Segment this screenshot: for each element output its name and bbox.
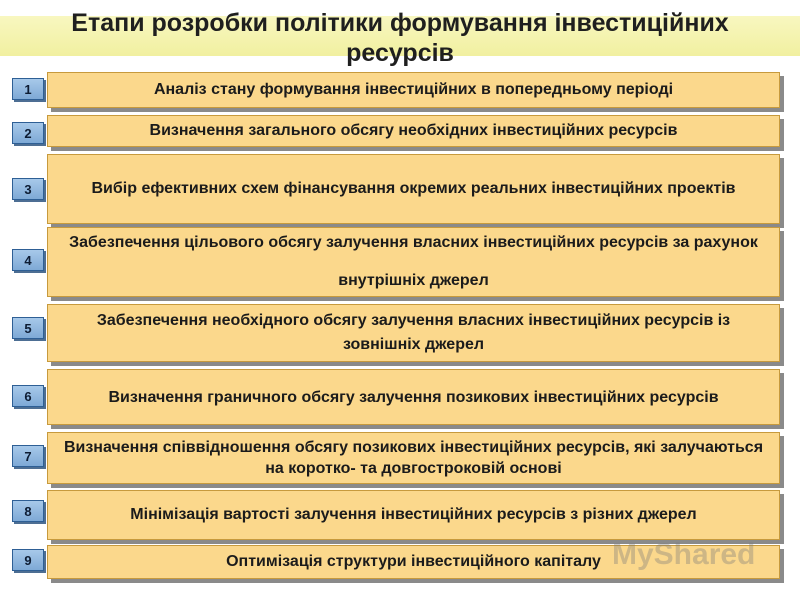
step-box-9 <box>47 545 780 579</box>
step-number-3: 3 <box>12 178 44 200</box>
step-text-7: Визначення співвідношення обсягу позикових інвестиційних ресурсів, які залучаються на коротко- та довгостроковій основі <box>63 439 764 477</box>
step-text-5: Забезпечення необхідного обсягу залучення власних інвестиційних ресурсів із зовнішніх джерел <box>96 312 731 353</box>
step-number-1: 1 <box>12 78 44 100</box>
step-text-6: Визначення граничного обсягу залучення позикових інвестиційних ресурсів <box>108 388 719 406</box>
step-box-3 <box>47 154 780 224</box>
step-number-9: 9 <box>12 549 44 571</box>
step-text-2: Визначення загального обсягу необхідних інвестиційних ресурсів <box>149 122 678 139</box>
step-box-7 <box>47 432 780 484</box>
step-text-1: Аналіз стану формування інвестиційних в попередньому періоді <box>153 81 674 98</box>
step-number-2: 2 <box>12 122 44 144</box>
step-number-6: 6 <box>12 385 44 407</box>
step-text-8: Мінімізація вартості залучення інвестиційних ресурсів з різних джерел <box>130 506 697 523</box>
step-text-4: Забезпечення цільового обсягу залучення власних інвестиційних ресурсів за рахунок внутрішніх джерел <box>69 234 758 289</box>
watermark: MyShared <box>612 538 756 571</box>
step-box-1 <box>47 72 780 108</box>
step-box-5 <box>47 304 780 362</box>
step-box-4 <box>47 227 780 297</box>
diagram-title: Етапи розробки політики формування інвестиційних ресурсів <box>71 9 729 67</box>
step-box-8 <box>47 490 780 540</box>
step-text-9: Оптимізація структури інвестиційного капіталу <box>226 553 601 570</box>
step-number-5: 5 <box>12 317 44 339</box>
step-number-7: 7 <box>12 445 44 467</box>
step-number-8: 8 <box>12 500 44 522</box>
step-text-3: Вибір ефективних схем фінансування окремих реальних інвестиційних проектів <box>91 180 736 197</box>
step-box-6 <box>47 369 780 425</box>
step-box-2 <box>47 115 780 147</box>
step-number-4: 4 <box>12 249 44 271</box>
